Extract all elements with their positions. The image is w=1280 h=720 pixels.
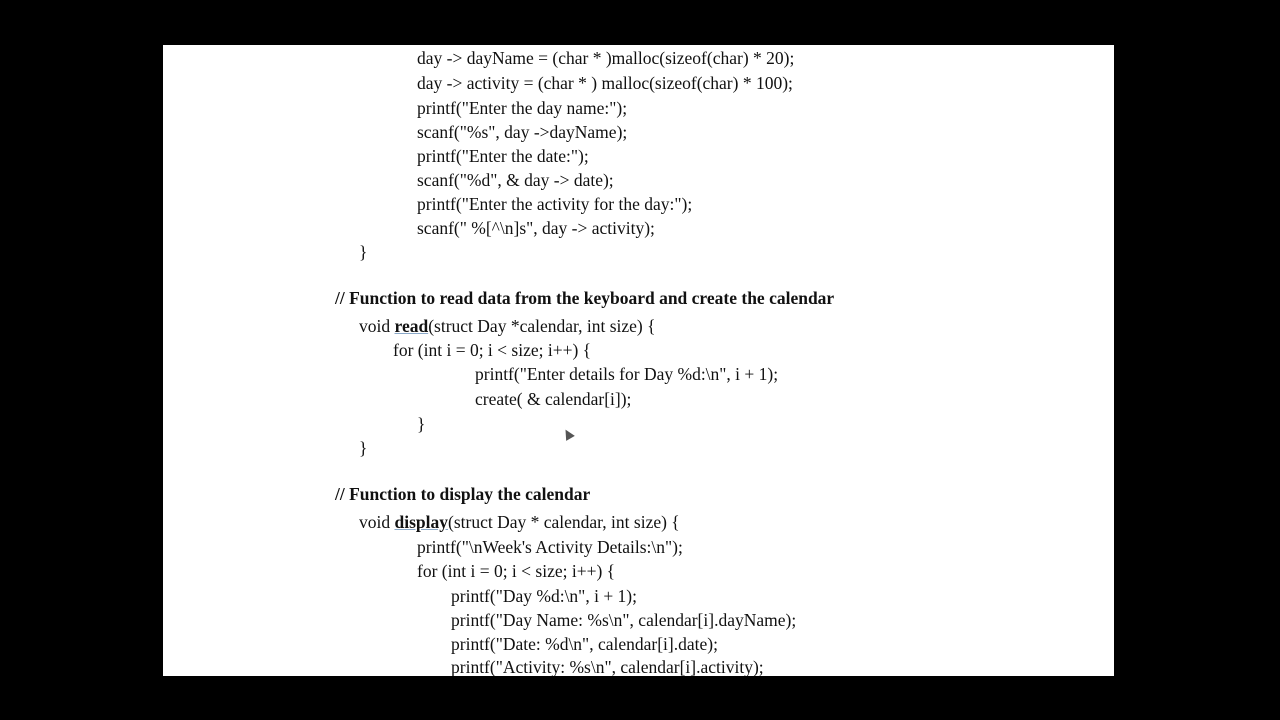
mouse-cursor-icon <box>561 427 575 441</box>
code-line: printf("Enter the activity for the day:"); <box>417 194 693 214</box>
code-line: for (int i = 0; i < size; i++) { <box>417 561 616 581</box>
code-line: scanf("%s", day ->dayName); <box>417 122 628 142</box>
code-line: printf("Enter the day name:"); <box>417 98 628 118</box>
code-line: printf("Day Name: %s\n", calendar[i].dayName); <box>451 610 797 630</box>
code-line: printf("Enter details for Day %d:\n", i + 1); <box>475 364 779 384</box>
function-name-display: display <box>394 512 448 532</box>
code-line: } <box>359 438 368 458</box>
code-line: scanf("%d", & day -> date); <box>417 170 614 190</box>
code-line: printf("Enter the date:"); <box>417 146 589 166</box>
code-line: for (int i = 0; i < size; i++) { <box>393 340 592 360</box>
comment-read-function: // Function to read data from the keyboard and create the calendar <box>335 288 835 308</box>
code-line: } <box>359 242 368 262</box>
code-line: printf("Date: %d\n", calendar[i].date); <box>451 634 718 654</box>
function-name-read: read <box>394 316 429 336</box>
params: (struct Day * calendar, int size) { <box>448 512 680 532</box>
code-line: create( & calendar[i]); <box>475 389 632 409</box>
keyword: void <box>359 512 395 532</box>
code-line: day -> dayName = (char * )malloc(sizeof(char) * 20); <box>417 48 795 68</box>
code-line: } <box>417 414 426 434</box>
code-line: printf("Activity: %s\n", calendar[i].activity); <box>451 657 764 676</box>
display-signature <box>359 511 680 533</box>
code-line: printf("\nWeek's Activity Details:\n"); <box>417 537 683 557</box>
code-line: printf("Day %d:\n", i + 1); <box>451 586 637 606</box>
comment-display-function: // Function to display the calendar <box>335 484 591 504</box>
code-line: scanf(" %[^\n]s", day -> activity); <box>417 218 655 238</box>
document-page <box>163 45 1114 676</box>
read-signature <box>359 315 656 337</box>
code-line: day -> activity = (char * ) malloc(sizeof(char) * 100); <box>417 73 793 93</box>
params: (struct Day *calendar, int size) { <box>428 316 656 336</box>
keyword: void <box>359 316 395 336</box>
